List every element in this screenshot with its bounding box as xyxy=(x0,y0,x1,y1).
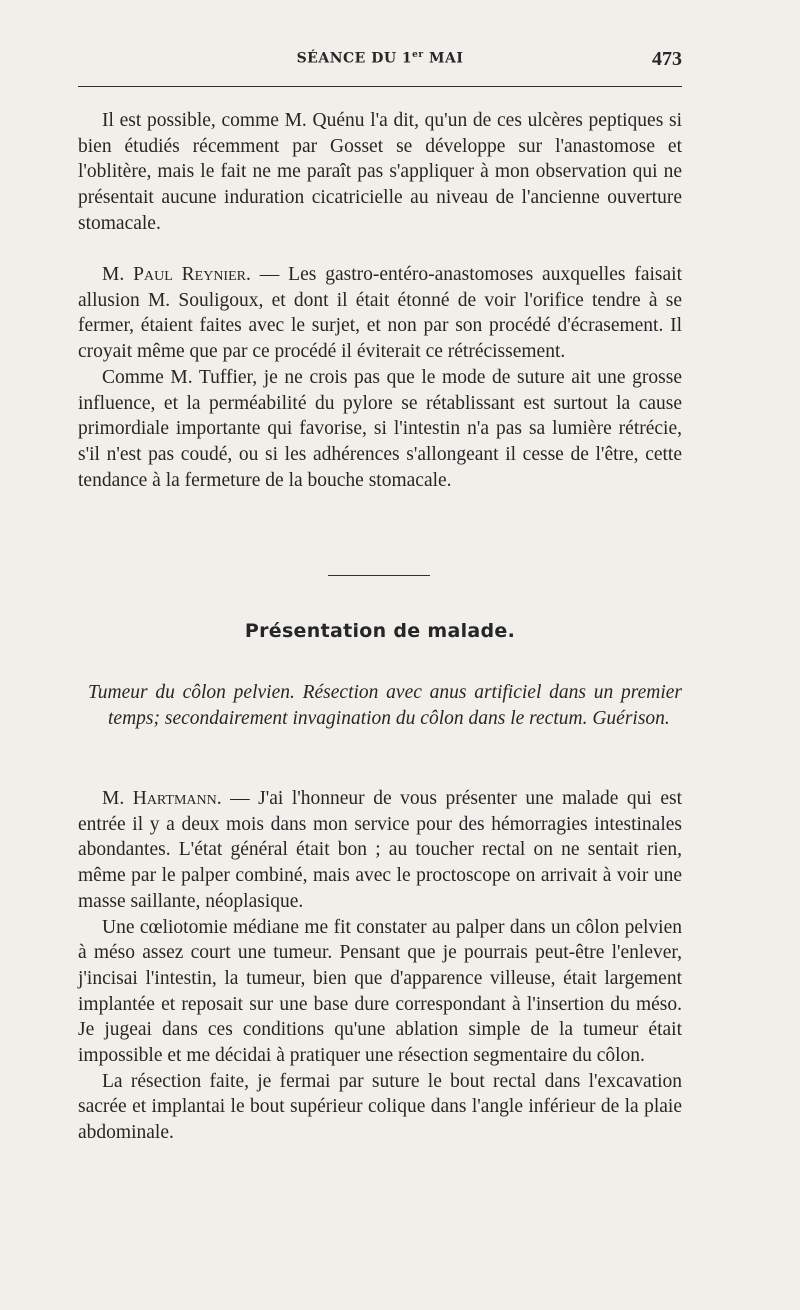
section-subtitle: Tumeur du côlon pelvien. Résection avec anus artificiel dans un premier temps; secondairement invagination du côlon dans le rectum. Guérison. xyxy=(88,682,682,729)
paragraph-reynier-2: Comme M. Tuffier, je ne crois pas que le mode de suture ait une grosse influence, et la perméabilité du pylore se rétablissant est surtout la cause primordiale importante qui favorise, si l'intestin n'a pas sa lumière rétrécie, s'il n'est pas coudé, ou si les adhérences s'allongeant il cesse de l'être, cette tendance à la fermeture de la bouche stomacale. xyxy=(78,366,682,491)
paragraph-block-top xyxy=(78,108,682,237)
running-header xyxy=(78,50,682,74)
speaker-name: Hartmann xyxy=(132,788,217,809)
paragraph-hartmann-3: La résection faite, je fermai par suture le bout rectal dans l'excavation sacrée et implantai le bout supérieur colique dans l'angle inférieur de la plaie abdominale. xyxy=(78,1070,682,1144)
speaker-prefix: M. xyxy=(102,788,133,809)
paragraph-hartmann-1 xyxy=(78,786,682,915)
hartmann-block xyxy=(78,786,682,1146)
paragraph-reynier-1 xyxy=(78,262,682,365)
paragraph-text: . — Les gastro-entéro-anastomoses auxquelles faisait allusion M. Souligoux, et dont il était étonné de voir l'orifice tendre à se fermer, étaient faites avec le surjet, et non par son procédé d'écrasement. Il croyait même que par ce procédé il éviterait ce rétrécissement. xyxy=(78,264,682,363)
paragraph-text: . — J'ai l'honneur de vous présenter une malade qui est entrée il y a deux mois dans mon service pour des hémorragies intestinales abondantes. L'état général était bon ; au toucher rectal on ne sentait rien, même par le palper combiné, mais avec le proctoscope on arrivait à voir une masse saillante, néoplasique. xyxy=(78,788,682,912)
reynier-block xyxy=(78,262,682,493)
running-title xyxy=(78,50,682,67)
paragraph-hartmann-2: Une cœliotomie médiane me fit constater au palper dans un côlon pelvien à méso assez court une tumeur. Pensant que je pourrais peut-être l'enlever, j'incisai l'intestin, la tumeur, bien que d'apparence villeuse, était largement implantée et reposait sur une base dure correspondant à l'insertion du méso. Je jugeai dans ces conditions qu'une ablation simple de la tumeur était impossible et me décidai à pratiquer une résection segmentaire du côlon. xyxy=(78,916,682,1067)
running-title-sup: er xyxy=(412,50,424,60)
speaker-name: Paul Reynier xyxy=(133,264,246,285)
section-title: Présentation de malade. xyxy=(244,620,516,642)
paragraph-quenu: Il est possible, comme M. Quénu l'a dit, qu'un de ces ulcères peptiques si bien étudiés récemment par Gosset se développe sur l'anastomose et l'oblitère, mais le fait ne me paraît pas s'appliquer à mon observation qui ne présentait aucune induration cicatricielle au niveau de l'ancienne ouverture stomacale. xyxy=(78,110,682,234)
page-number: 473 xyxy=(652,48,682,70)
speaker-prefix: M. xyxy=(102,264,134,285)
running-title-text: SÉANCE DU 1 xyxy=(296,50,413,67)
header-rule xyxy=(78,86,682,87)
running-title-end: MAI xyxy=(423,50,464,67)
section-divider xyxy=(328,575,430,576)
